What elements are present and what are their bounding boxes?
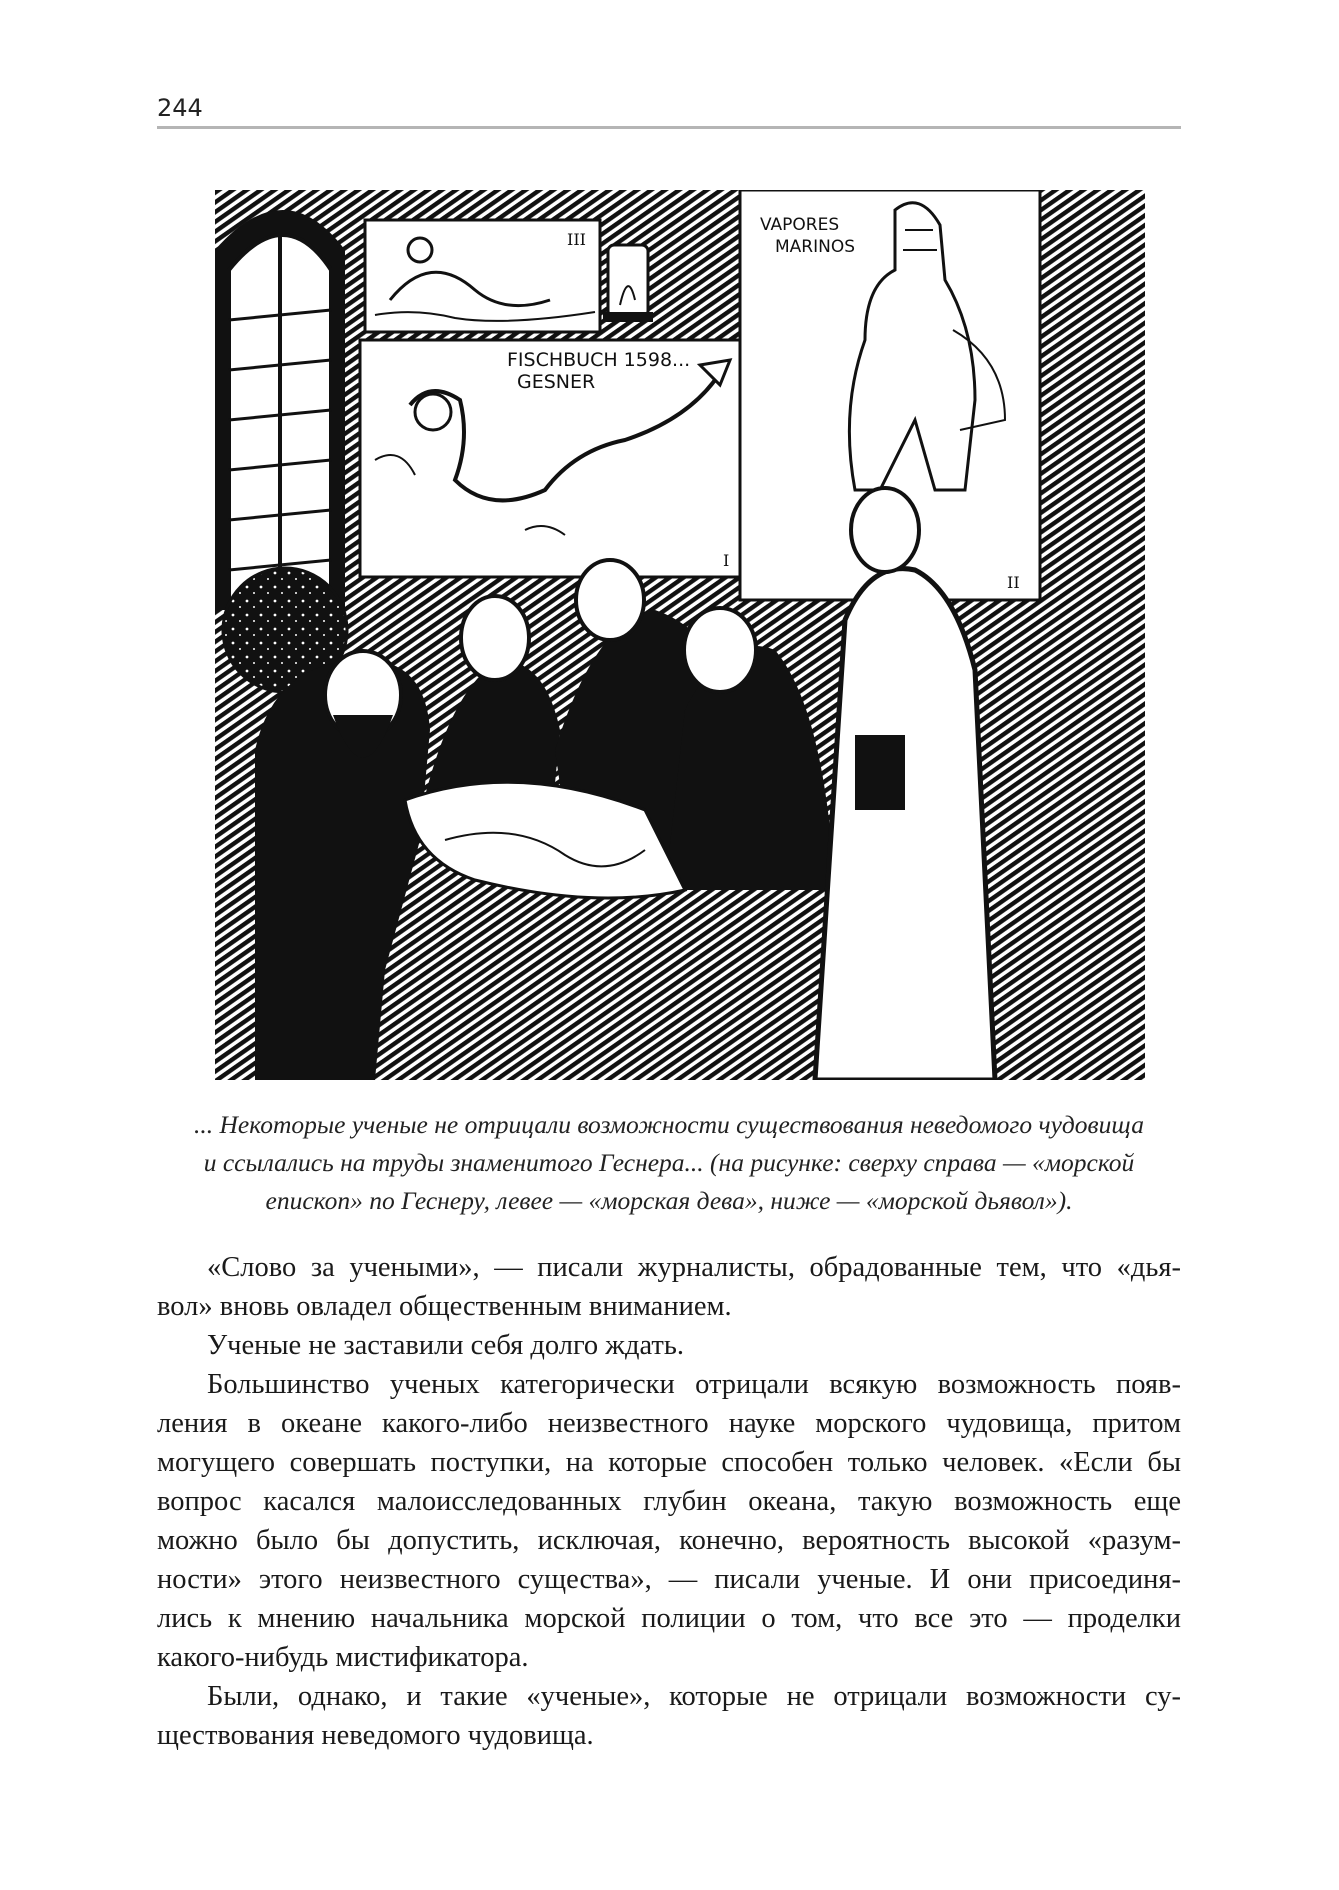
poster-bishop-title-line2: MARINOS [775, 237, 856, 257]
body-line: какого-нибудь мистификатора. [157, 1642, 529, 1673]
page-number: 244 [157, 94, 203, 122]
body-line: ления в океане какого-либо неизвестного науке морского чудовища, притом [157, 1408, 1181, 1439]
poster-sea-devil [360, 340, 745, 577]
poster-devil-numeral: I [723, 551, 730, 570]
body-text [157, 1248, 1181, 1755]
specimen-jar [603, 245, 653, 322]
poster-bishop-numeral: II [1007, 573, 1020, 592]
body-line: Большинство ученых категорически отрицали всякую возможность появ- [207, 1369, 1181, 1400]
poster-devil-title-line1: FISCHBUCH 1598... [507, 349, 691, 371]
header-rule [157, 126, 1181, 129]
body-line: могущего совершать поступки, на которые способен только человек. «Если бы [157, 1447, 1181, 1478]
poster-mermaid-numeral: III [567, 230, 586, 249]
body-line: ности» этого неизвестного существа», — писали ученые. И они присоединя- [157, 1564, 1181, 1595]
caption-line: и ссылались на труды знаменитого Геснера... (на рисунке: сверху справа — «морской [203, 1148, 1135, 1177]
poster-mermaid [365, 220, 600, 332]
caption-line: епископ» по Геснеру, левее — «морская дева», ниже — «морской дьявол»). [265, 1186, 1073, 1215]
body-line: вопрос касался малоисследованных глубин океана, такую возможность еще [157, 1486, 1181, 1517]
body-line: «Слово за учеными», — писали журналисты, обрадованные тем, что «дья- [207, 1252, 1181, 1283]
body-line: вол» вновь овладел общественным вниманием. [157, 1291, 732, 1322]
body-line: можно было бы допустить, исключая, конечно, вероятность высокой «разум- [157, 1525, 1181, 1556]
caption-line: ... Некоторые ученые не отрицали возможности существования неведомого чудовища [194, 1110, 1144, 1139]
body-line: ществования неведомого чудовища. [157, 1720, 594, 1751]
gothic-window [215, 210, 345, 610]
illustration [215, 190, 1145, 1080]
poster-bishop-title-line1: VAPORES [760, 215, 840, 235]
poster-devil-title-line2: GESNER [517, 371, 596, 393]
body-line: Были, однако, и такие «ученые», которые не отрицали возможности су- [207, 1681, 1181, 1712]
illustration-caption [157, 1106, 1181, 1220]
body-line: лись к мнению начальника морской полиции о том, что все это — проделки [157, 1603, 1181, 1634]
body-line: Ученые не заставили себя долго ждать. [207, 1330, 684, 1361]
